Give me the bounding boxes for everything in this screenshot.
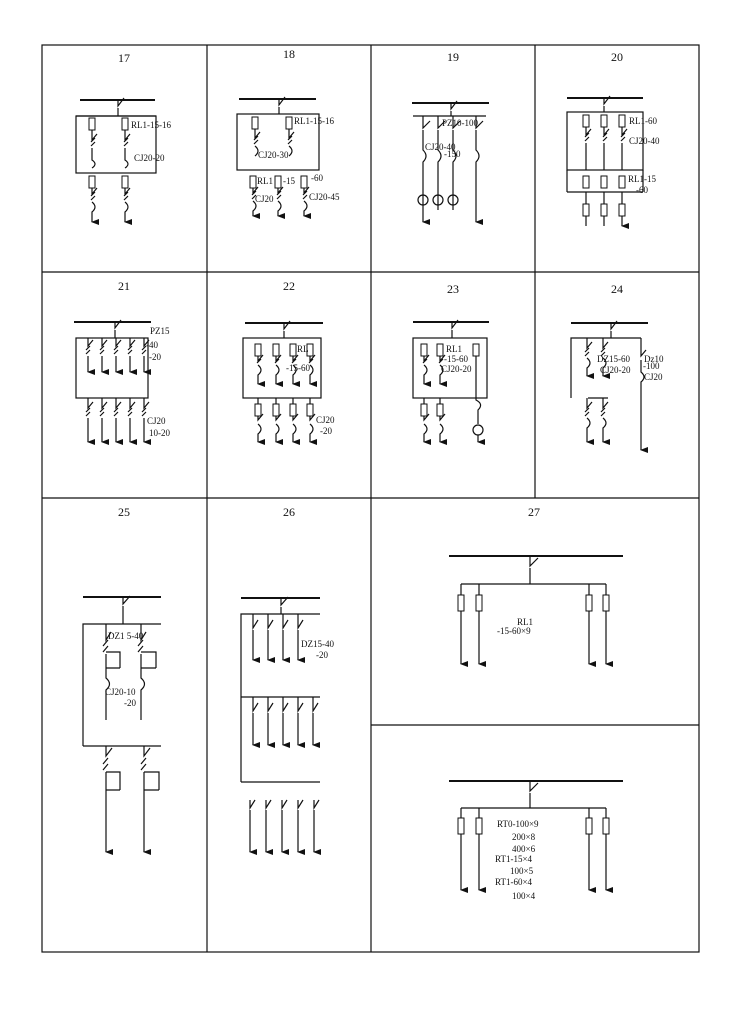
diagram-cell-20	[567, 50, 660, 226]
device-label: CJ20-30	[258, 150, 289, 160]
cell-number: 21	[118, 279, 130, 293]
diagram-cell-24	[571, 282, 664, 450]
device-label: CJ20-20	[441, 364, 472, 374]
diagram-cell-27	[449, 505, 623, 664]
device-label: Dz10	[644, 354, 664, 364]
device-label: RL	[297, 344, 309, 354]
device-label: -150	[444, 149, 461, 159]
diagram-cell-22	[243, 279, 335, 442]
device-label: -20	[124, 698, 136, 708]
device-label: -20	[316, 650, 328, 660]
cell-number: 17	[118, 51, 130, 65]
device-label: -60	[636, 185, 648, 195]
device-label: CJ20-40	[425, 142, 456, 152]
table-grid	[42, 45, 699, 952]
device-label: CJ20-45	[309, 192, 340, 202]
diagram-cell-18	[237, 47, 340, 216]
device-label: CJ20	[255, 194, 274, 204]
feeder-branch	[583, 115, 627, 170]
device-label: CJ20-40	[629, 136, 660, 146]
feeder-branch	[89, 118, 130, 168]
device-label: DZ1 5-40	[108, 631, 144, 641]
cell-number: 20	[611, 50, 623, 64]
device-label: -40	[146, 340, 158, 350]
device-label: RL1	[257, 176, 274, 186]
diagram-cell-23	[413, 282, 489, 442]
device-label: RL1-60	[629, 116, 657, 126]
feeder-branch	[89, 176, 130, 222]
cell-number: 24	[611, 282, 623, 296]
cell-number: 18	[283, 47, 295, 61]
cell-number: 26	[283, 505, 295, 519]
device-label: DZ15-60	[597, 354, 630, 364]
device-label: PZ15	[150, 326, 170, 336]
cell-number: 27	[528, 505, 540, 519]
device-label: -60	[311, 173, 323, 183]
device-label: RL1-15-16	[294, 116, 334, 126]
device-label: 100×4	[512, 891, 536, 901]
device-label: RL1	[446, 344, 463, 354]
device-label: RT0-100×9	[497, 819, 539, 829]
device-label: RT1-15×4	[495, 854, 533, 864]
device-label: RL1-15-16	[131, 120, 171, 130]
device-label: DZ15-40	[301, 639, 334, 649]
device-label: CJ20	[644, 372, 663, 382]
device-label: -20	[320, 426, 332, 436]
device-label: 10-20	[149, 428, 170, 438]
device-label: CJ20	[316, 415, 335, 425]
device-label: 200×8	[512, 832, 536, 842]
device-label: RL1	[517, 617, 534, 627]
device-label: RL1-15	[628, 174, 656, 184]
diagram-cell-17	[76, 51, 171, 222]
cell-number: 19	[447, 50, 459, 64]
device-label: -15-60	[444, 354, 468, 364]
device-label: PZ10-100	[442, 118, 478, 128]
device-label: -15-60×9	[497, 626, 531, 636]
device-label: CJ20	[147, 416, 166, 426]
diagram-cell-25	[83, 505, 161, 852]
diagram-cell-19	[412, 50, 489, 222]
device-label: CJ20-20	[134, 153, 165, 163]
device-label: CJ20-10	[105, 687, 136, 697]
cell-number: 22	[283, 279, 295, 293]
cell-number: 23	[447, 282, 459, 296]
diagram-cell-21	[74, 279, 170, 442]
device-label: 400×6	[512, 844, 536, 854]
diagram-cell-unnumbered	[449, 781, 623, 901]
device-label: 100×5	[510, 866, 534, 876]
device-label: -20	[149, 352, 161, 362]
cell-number: 25	[118, 505, 130, 519]
device-label: -15	[283, 176, 295, 186]
device-label: RT1-60×4	[495, 877, 533, 887]
device-label: CJ20-20	[600, 365, 631, 375]
device-label: -100	[643, 361, 660, 371]
diagram-cell-26	[241, 505, 334, 852]
device-label: -15-60	[286, 363, 310, 373]
